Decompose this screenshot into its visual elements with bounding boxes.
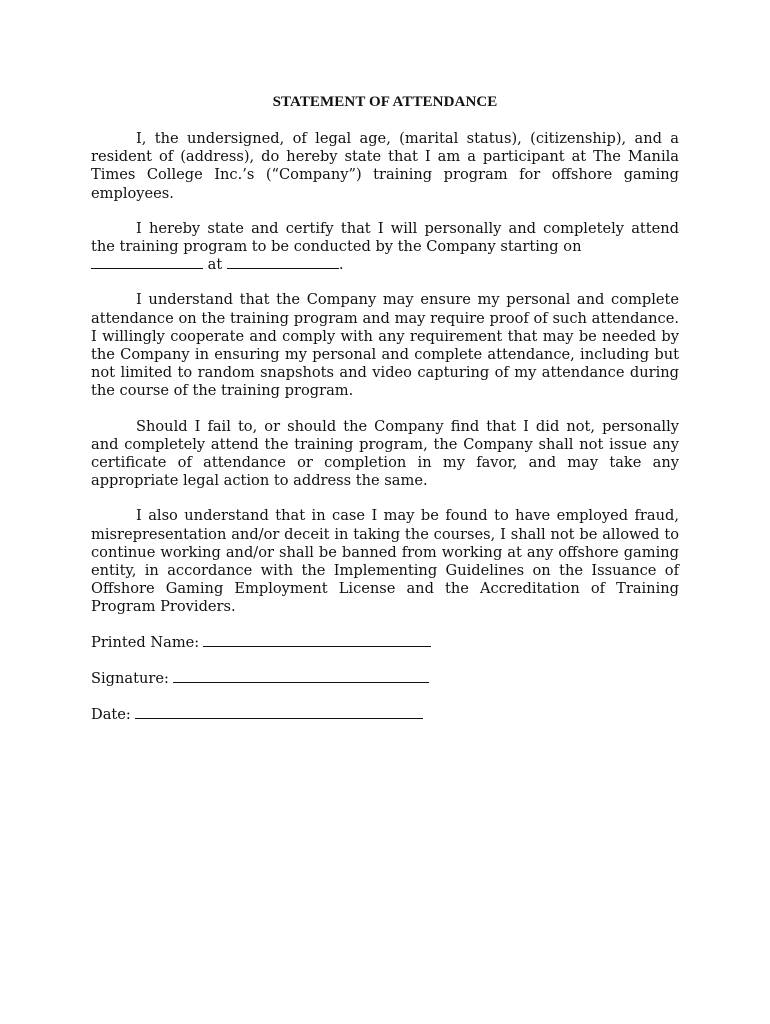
certify-text: I hereby state and certify that I will personally and completely attend the training program to be conducted by the Company starting on	[91, 219, 679, 256]
document-page	[91, 92, 679, 742]
paragraph-certify-attendance	[91, 220, 679, 275]
date-row	[91, 706, 679, 724]
signature-row	[91, 670, 679, 688]
signature-label: Signature:	[91, 669, 169, 687]
paragraph-proof-of-attendance: I understand that the Company may ensure my personal and complete attendance on the training program and may require proof of such attendance. I willingly cooperate and comply with any requirement that may be needed by the Company in ensuring my personal and complete attendance, including but not limited to random snapshots and video capturing of my attendance during the course of the training program.	[91, 291, 679, 400]
at-word: at	[207, 256, 223, 274]
location-blank[interactable]	[227, 256, 339, 269]
paragraph-failure-consequence: Should I fail to, or should the Company find that I did not, personally and completely attend the training program, the Company shall not issue any certificate of attendance or completion in my favor, and may take any appropriate legal action to address the same.	[91, 417, 679, 490]
document-title: STATEMENT OF ATTENDANCE	[272, 94, 498, 110]
printed-name-row	[91, 634, 679, 652]
date-line[interactable]	[135, 706, 423, 719]
paragraph-fraud-consequence: I also understand that in case I may be found to have employed fraud, misrepresentation and/or deceit in taking the courses, I shall not be allowed to continue working and/or shall be banned from working at any offshore gaming entity, in accordance with the Implementing Guidelines on the Issuance of Offshore Gaming Employment License and the Accreditation of Training Program Providers.	[91, 507, 679, 616]
sentence-end: .	[338, 256, 344, 274]
printed-name-line[interactable]	[203, 634, 431, 647]
printed-name-label: Printed Name:	[91, 633, 200, 651]
start-date-blank[interactable]	[91, 256, 203, 269]
date-label: Date:	[91, 705, 131, 723]
signature-line[interactable]	[173, 670, 429, 683]
paragraph-declaration: I, the undersigned, of legal age, (marital status), (citizenship), and a resident of (address), do hereby state that I am a participant at The Manila Times College Inc.’s (“Company”) training program for offshore gaming employees.	[91, 130, 679, 202]
